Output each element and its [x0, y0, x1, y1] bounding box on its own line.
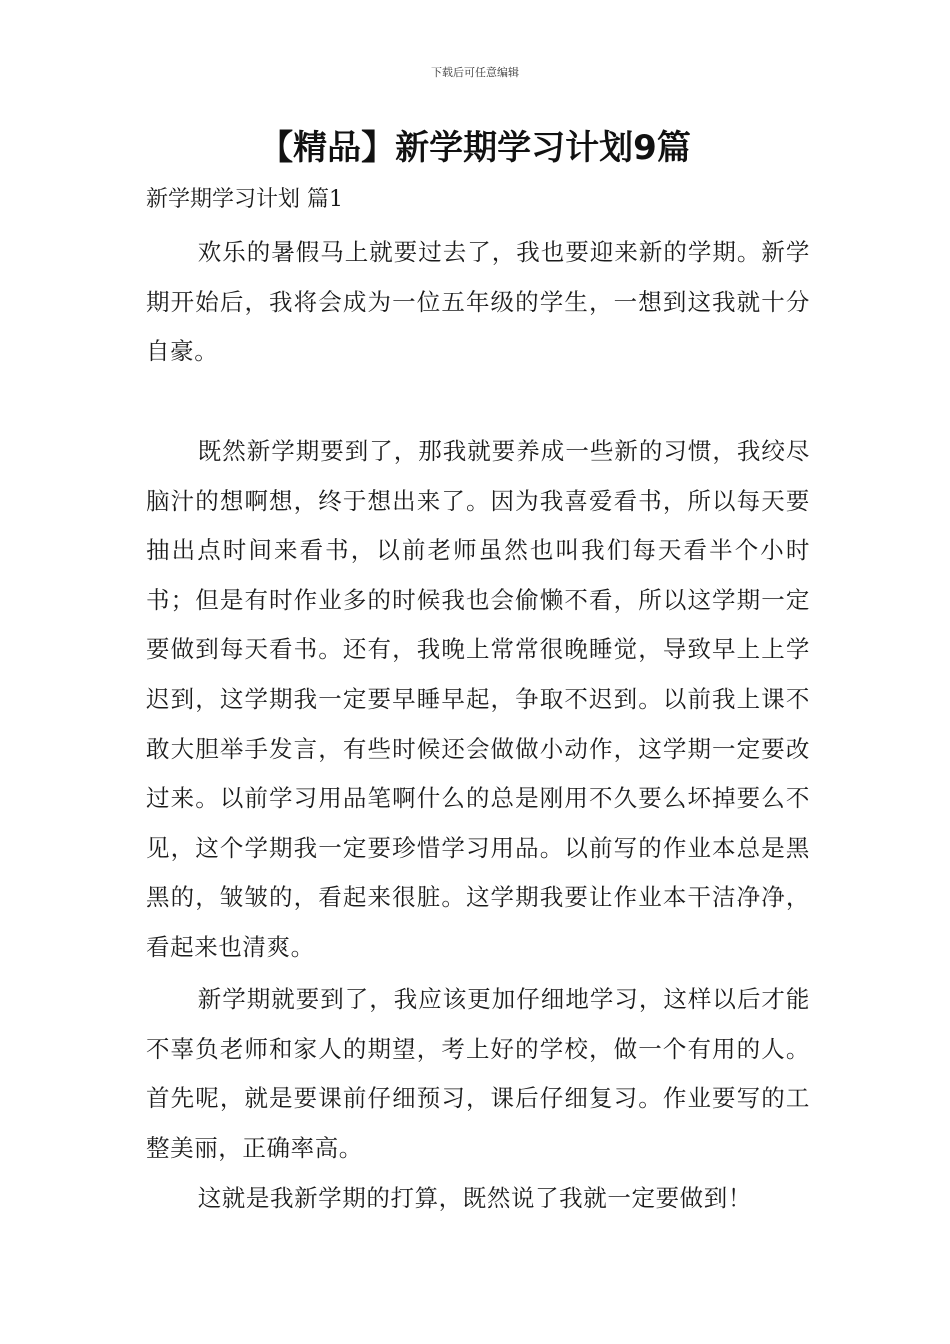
- paragraph-2: 既然新学期要到了，那我就要养成一些新的习惯，我绞尽脑汁的想啊想，终于想出来了。因为我喜爱看书，所以每天要抽出点时间来看书，以前老师虽然也叫我们每天看半个小时书；但是有时作业多的时候我也会偷懒不看，所以这学期一定要做到每天看书。还有，我晚上常常很晚睡觉，导致早上上学迟到，这学期我一定要早睡早起，争取不迟到。以前我上课不敢大胆举手发言，有些时候还会做做小动作，这学期一定要改过来。以前学习用品笔啊什么的总是刚用不久要么坏掉要么不见，这个学期我一定要珍惜学习用品。以前写的作业本总是黑黑的，皱皱的，看起来很脏。这学期我要让作业本干洁净净，看起来也清爽。: [146, 437, 810, 961]
- paragraph-3: 新学期就要到了，我应该更加仔细地学习，这样以后才能不辜负老师和家人的期望，考上好的学校，做一个有用的人。首先呢，就是要课前仔细预习，课后仔细复习。作业要写的工整美丽，正确率高。: [146, 985, 810, 1162]
- document-title: 【精品】新学期学习计划9篇: [259, 128, 691, 168]
- paragraph-1: 欢乐的暑假马上就要过去了，我也要迎来新的学期。新学期开始后，我将会成为一位五年级的学生，一想到这我就十分自豪。: [146, 238, 810, 366]
- section-heading: 新学期学习计划 篇1: [146, 187, 343, 212]
- header-note: 下载后可任意编辑: [431, 66, 519, 79]
- paragraph-4: 这就是我新学期的打算，既然说了我就一定要做到！: [197, 1184, 752, 1212]
